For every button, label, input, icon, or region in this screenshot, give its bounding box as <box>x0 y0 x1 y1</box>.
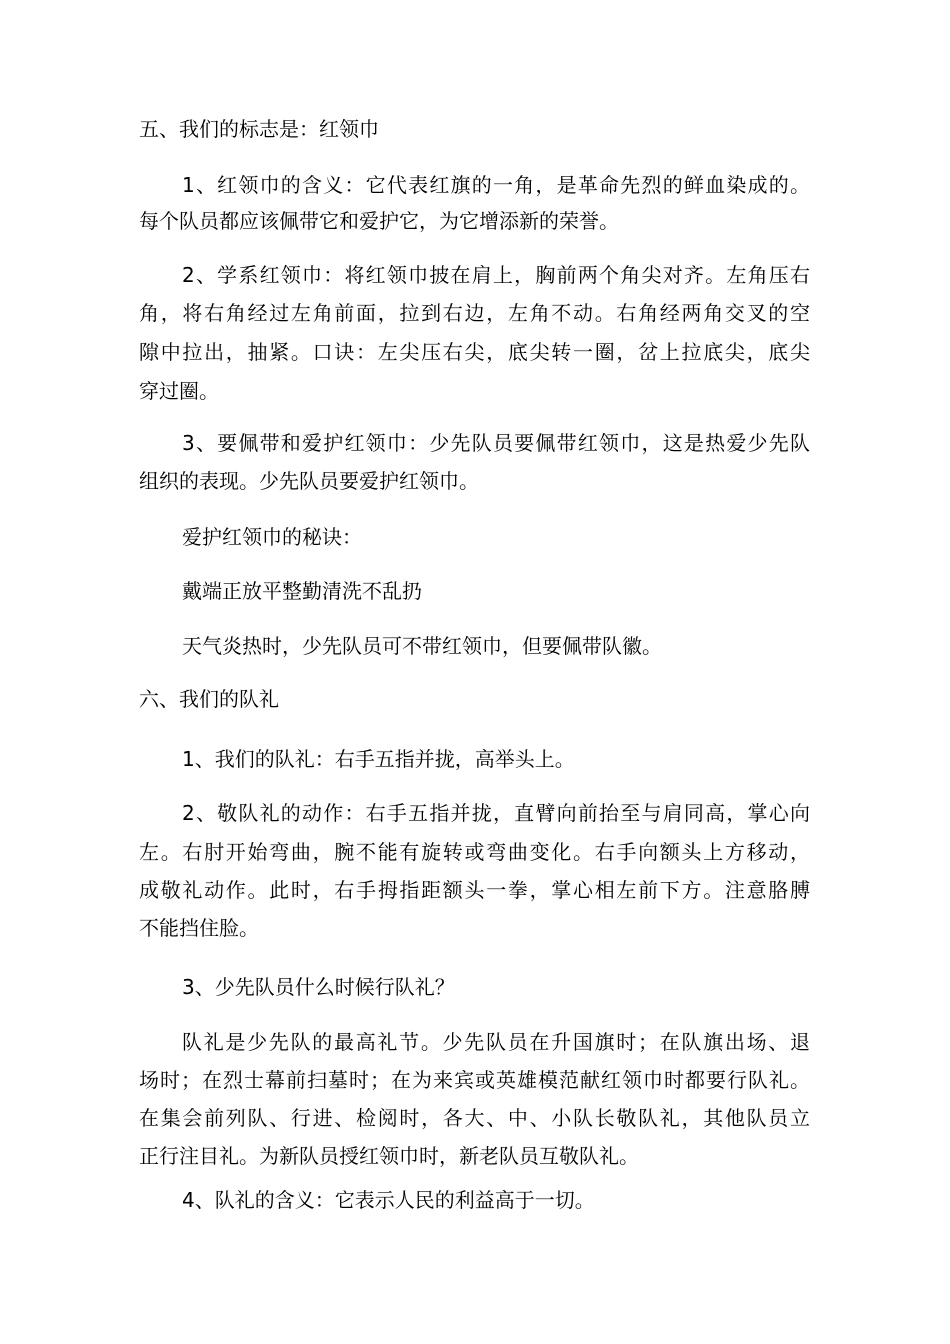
secret-text: 戴端正放平整勤清洗不乱扔 <box>182 579 422 603</box>
paragraph-line: 2、敬队礼的动作：右手五指并拢，直臂向前抬至与肩同高，掌心向 <box>182 801 810 825</box>
paragraph-line: 场时；在烈士幕前扫墓时；在为来宾或英雄模范献红领巾时都要行队礼。 <box>139 1068 810 1092</box>
paragraph-line: 角，将右角经过左角前面，拉到右边，左角不动。右角经两角交叉的空 <box>139 301 810 325</box>
paragraph-line: 4、队礼的含义：它表示人民的利益高于一切。 <box>182 1188 595 1212</box>
paragraph-line: 1、我们的队礼：右手五指并拢，高举头上。 <box>182 747 575 771</box>
paragraph-line: 正行注目礼。为新队员授红领巾时，新老队员互敬队礼。 <box>139 1144 639 1168</box>
paragraph-line: 2、学系红领巾：将红领巾披在肩上，胸前两个角尖对齐。左角压右 <box>182 263 810 287</box>
paragraph-line: 队礼是少先队的最高礼节。少先队员在升国旗时；在队旗出场、退 <box>182 1030 810 1054</box>
paragraph-line: 穿过圈。 <box>139 379 219 403</box>
section-heading-five: 五、我们的标志是：红领巾 <box>139 117 379 141</box>
paragraph-line: 在集会前列队、行进、检阅时，各大、中、小队长敬队礼，其他队员立 <box>139 1106 810 1130</box>
paragraph-line: 天气炎热时，少先队员可不带红领巾，但要佩带队徽。 <box>182 634 662 658</box>
paragraph-line: 每个队员都应该佩带它和爱护它，为它增添新的荣誉。 <box>139 209 619 233</box>
paragraph-line: 3、少先队员什么时候行队礼？ <box>182 975 455 999</box>
paragraph-line: 组织的表现。少先队员要爱护红领巾。 <box>139 469 479 493</box>
paragraph-line: 成敬礼动作。此时，右手拇指距额头一拳，掌心相左前下方。注意胳膊 <box>139 878 810 902</box>
paragraph-line: 左。右肘开始弯曲，腕不能有旋转或弯曲变化。右手向额头上方移动， <box>139 840 810 864</box>
paragraph-line: 3、要佩带和爱护红领巾：少先队员要佩带红领巾，这是热爱少先队 <box>182 431 810 455</box>
paragraph-line: 隙中拉出，抽紧。口诀：左尖压右尖，底尖转一圈，岔上拉底尖，底尖 <box>139 340 810 364</box>
paragraph-line: 不能挡住脸。 <box>139 916 259 940</box>
section-heading-six: 六、我们的队礼 <box>139 687 279 711</box>
secret-title: 爱护红领巾的秘诀： <box>182 525 362 549</box>
paragraph-line: 1、红领巾的含义：它代表红旗的一角，是革命先烈的鲜血染成的。 <box>182 173 810 197</box>
